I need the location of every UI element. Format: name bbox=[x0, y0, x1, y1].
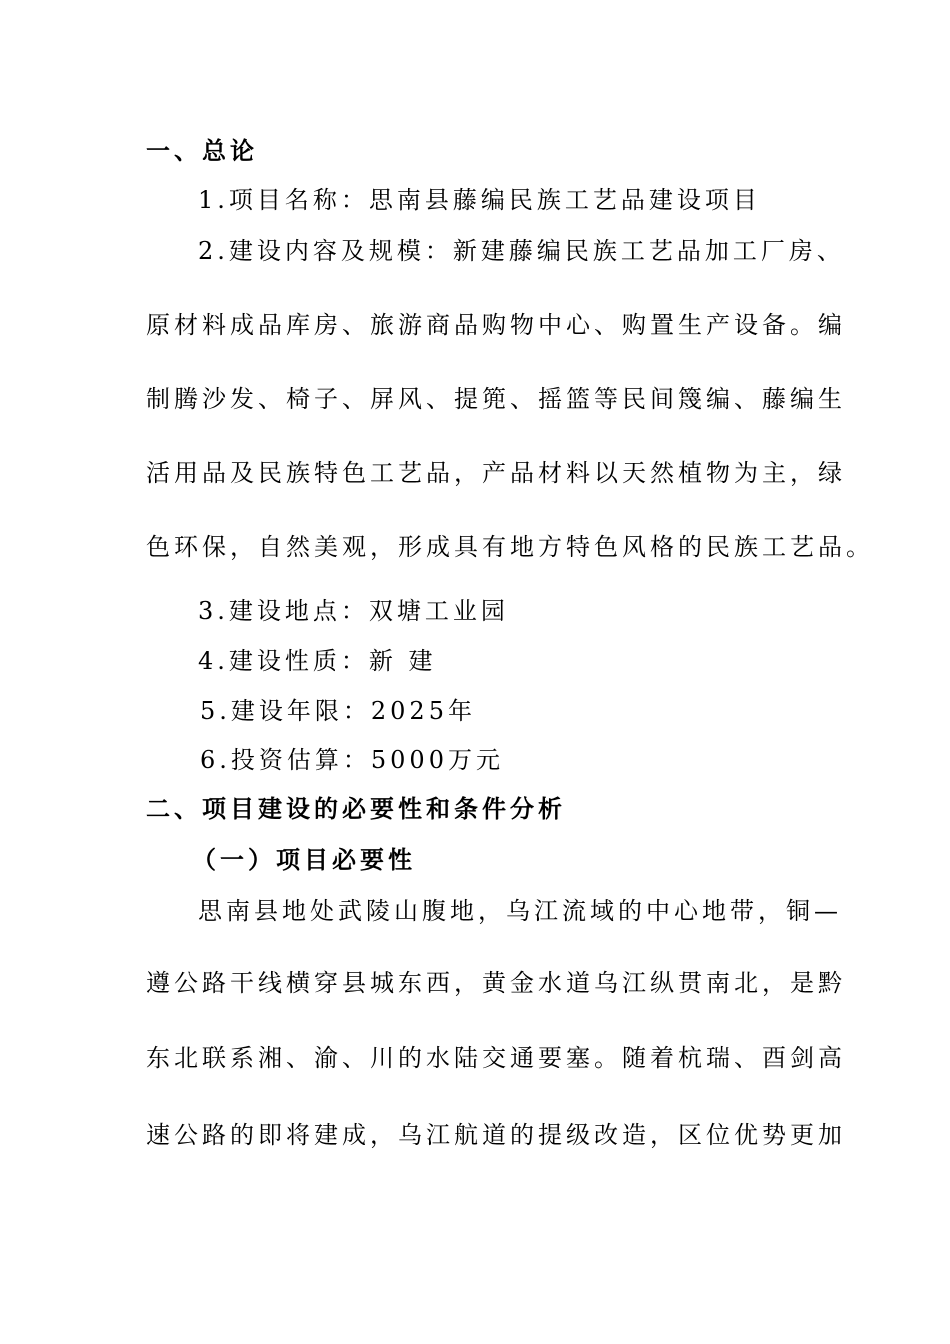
subsection-heading-necessity: （一）项目必要性 bbox=[192, 846, 416, 874]
item-construction-scope-line3: 制腾沙发、椅子、屏风、提篼、摇篮等民间篾编、藤编生 bbox=[146, 385, 846, 413]
paragraph-line: 思南县地处武陵山腹地，乌江流域的中心地带，铜— bbox=[198, 897, 842, 925]
item-construction-scope-line4: 活用品及民族特色工艺品，产品材料以天然植物为主，绿 bbox=[146, 459, 846, 487]
section-heading-overview: 一、总论 bbox=[146, 137, 258, 165]
item-construction-scope-line2: 原材料成品库房、旅游商品购物中心、购置生产设备。编 bbox=[146, 311, 846, 339]
item-nature: 4.建设性质：新 建 bbox=[198, 647, 437, 675]
item-construction-scope-line5: 色环保，自然美观，形成具有地方特色风格的民族工艺品。 bbox=[146, 533, 874, 561]
paragraph-line: 东北联系湘、渝、川的水陆交通要塞。随着杭瑞、酉剑高 bbox=[146, 1044, 846, 1072]
item-construction-scope-line1: 2.建设内容及规模：新建藤编民族工艺品加工厂房、 bbox=[198, 237, 845, 265]
item-location: 3.建设地点：双塘工业园 bbox=[198, 597, 509, 625]
section-heading-necessity: 二、项目建设的必要性和条件分析 bbox=[146, 795, 566, 823]
paragraph-line: 速公路的即将建成，乌江航道的提级改造，区位优势更加 bbox=[146, 1121, 846, 1149]
item-period: 5.建设年限：2025年 bbox=[200, 697, 476, 725]
item-project-name: 1.项目名称：思南县藤编民族工艺品建设项目 bbox=[198, 186, 761, 214]
item-investment: 6.投资估算：5000万元 bbox=[200, 746, 504, 774]
paragraph-line: 遵公路干线横穿县城东西，黄金水道乌江纵贯南北，是黔 bbox=[146, 969, 846, 997]
